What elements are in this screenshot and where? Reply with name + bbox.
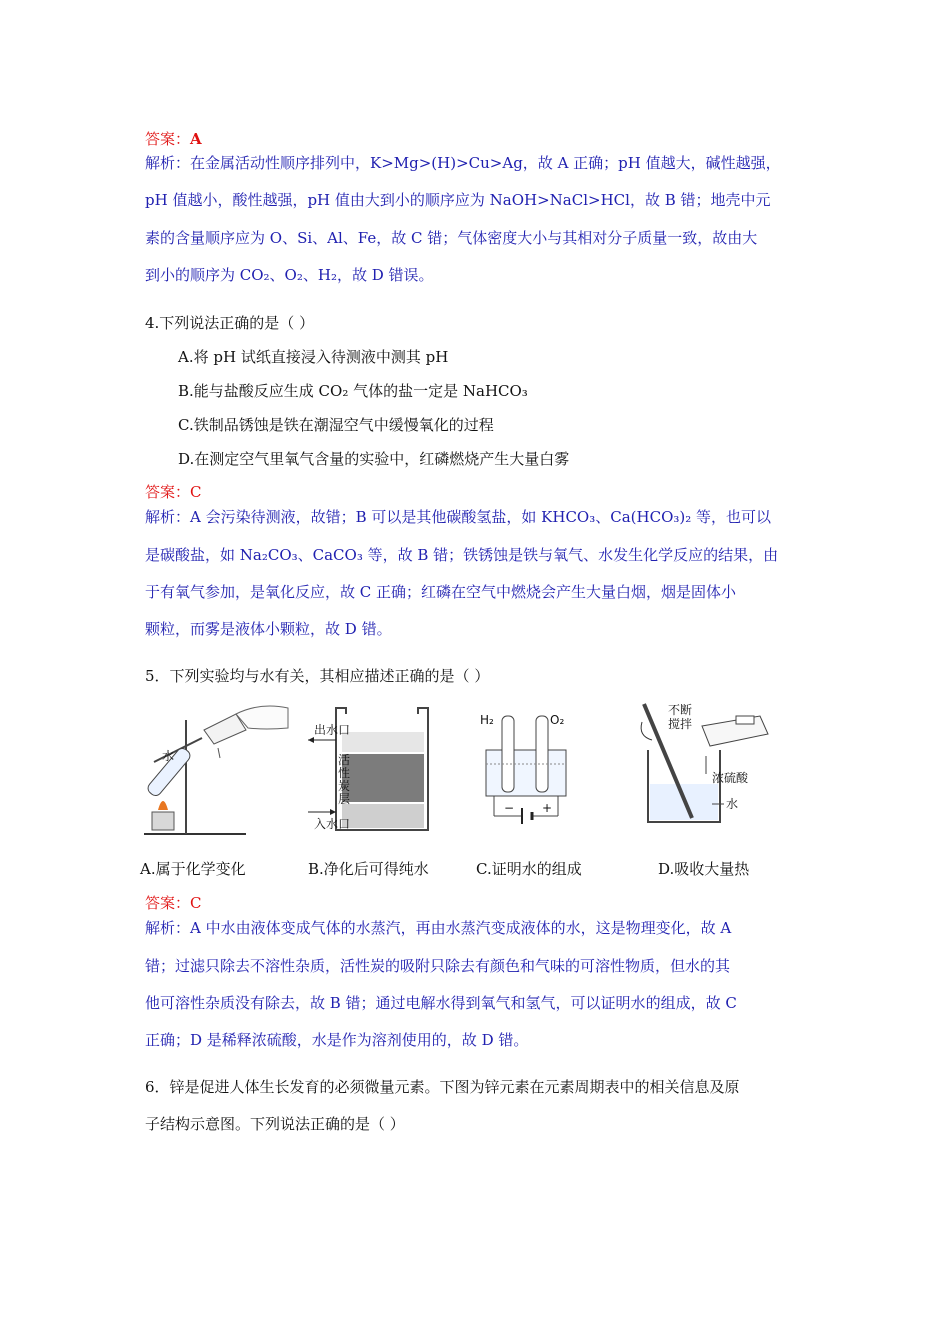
q6-stem-line-2: 子结构示意图。下列说法正确的是（ ） <box>145 1115 405 1133</box>
q3-analysis-line-3: 素的含量顺序应为 O、Si、Al、Fe，故 C 错；气体密度大小与其相对分子质量一致，故由大 <box>145 229 758 247</box>
figure-b-water-filter <box>306 700 436 832</box>
q3-analysis-line-4: 到小的顺序为 CO₂、O₂、H₂，故 D 错误。 <box>145 266 434 284</box>
figure-a-flame <box>158 801 168 810</box>
q5-caption-b: B.净化后可得纯水 <box>308 860 429 878</box>
figure-b-carbon-label-3: 炭 <box>338 779 351 793</box>
q4-analysis-line-2: 是碳酸盐，如 Na₂CO₃、CaCO₃ 等，故 B 错；铁锈蚀是铁与氧气、水发生化学反应的结果，由 <box>145 546 779 564</box>
q5-analysis-line-3: 他可溶性杂质没有除去，故 B 错；通过电解水得到氧气和氢气，可以证明水的组成，故 C <box>145 994 737 1012</box>
figure-d-stir-label-2: 搅拌 <box>668 717 693 731</box>
q3-analysis-line-2: pH 值越小，酸性越强，pH 值由大到小的顺序应为 NaOH>NaCl>HCl，故 B 错；地壳中元 <box>145 191 771 209</box>
q4-option-b: B.能与盐酸反应生成 CO₂ 气体的盐一定是 NaHCO₃ <box>178 382 528 400</box>
figure-b-carbon-label-2: 性 <box>338 766 351 780</box>
q5-caption-a: A.属于化学变化 <box>140 860 246 878</box>
figure-c-h2-label: H₂ <box>480 713 494 727</box>
figure-c-tube-h2 <box>502 716 514 792</box>
figure-c-plus-label: + <box>542 801 553 815</box>
q4-analysis-line-1: 解析：A 会污染待测液，故错；B 可以是其他碳酸氢盐，如 KHCO₃、Ca(HCO₃)₂ 等，也可以 <box>145 508 772 526</box>
figure-a-boiling-water <box>140 700 292 842</box>
figure-a-water-label: 水 <box>162 749 175 763</box>
figure-b-carbon-layer <box>342 754 424 802</box>
q3-analysis-line-1: 解析：在金属活动性顺序排列中，K>Mg>(H)>Cu>Ag，故 A 正确；pH 值越大，碱性越强， <box>145 154 781 172</box>
figure-b-gravel <box>342 804 424 828</box>
q4-option-a: A.将 pH 试纸直接浸入待测液中测其 pH <box>178 348 449 366</box>
figure-d-acid-bottle <box>702 716 768 746</box>
q3-answer: 答案：A <box>145 130 202 148</box>
q5-caption-c: C.证明水的组成 <box>476 860 582 878</box>
q6-stem-line-1: 6．锌是促进人体生长发育的必须微量元素。下图为锌元素在元素周期表中的相关信息及原 <box>145 1078 740 1096</box>
q4-analysis-line-3: 于有氧气参加，是氧化反应，故 C 正确；红磷在空气中燃烧会产生大量白烟，烟是固体小 <box>145 583 737 601</box>
figure-b-carbon-label-4: 层 <box>338 792 351 806</box>
figure-d-dilution <box>632 700 782 828</box>
figure-d-stir-arrow <box>641 722 652 740</box>
figure-c-tube-o2 <box>536 716 548 792</box>
figure-c-minus-label: − <box>504 801 515 815</box>
figure-a-drop <box>218 748 220 758</box>
figure-b-water-top <box>342 732 424 752</box>
figure-c-electrolysis <box>476 700 586 832</box>
figure-a-lamp <box>152 812 174 830</box>
figure-d-acid-label: 浓硫酸 <box>712 771 749 785</box>
q5-stem: 5．下列实验均与水有关，其相应描述正确的是（ ） <box>145 667 490 685</box>
figure-d-stir-label-1: 不断 <box>668 703 693 717</box>
q5-answer: 答案：C <box>145 894 202 912</box>
figure-b-inlet-label: 入水口 <box>314 817 351 831</box>
figure-c-trough <box>486 750 566 796</box>
q4-analysis-line-4: 颗粒，而雾是液体小颗粒，故 D 错。 <box>145 620 392 638</box>
q4-option-c: C.铁制品锈蚀是铁在潮湿空气中缓慢氧化的过程 <box>178 416 494 434</box>
q4-stem: 4.下列说法正确的是（ ） <box>145 314 315 332</box>
q4-option-d: D.在测定空气里氧气含量的实验中，红磷燃烧产生大量白雾 <box>178 450 570 468</box>
figure-b-outlet-label: 出水口 <box>314 723 351 737</box>
figure-c-o2-label: O₂ <box>550 713 565 727</box>
figure-d-bottle-label <box>736 716 754 724</box>
q5-analysis-line-4: 正确；D 是稀释浓硫酸，水是作为溶剂使用的，故 D 错。 <box>145 1031 529 1049</box>
figure-b-carbon-label-1: 活 <box>338 753 351 767</box>
figure-d-water-label: 水 <box>726 797 739 811</box>
q5-caption-d: D.吸收大量热 <box>658 860 750 878</box>
q5-analysis-line-1: 解析：A 中水由液体变成气体的水蒸汽，再由水蒸汽变成液体的水，这是物理变化，故 A <box>145 919 732 937</box>
q3-answer-value: A <box>190 130 202 148</box>
q5-analysis-line-2: 错；过滤只除去不溶性杂质，活性炭的吸附只除去有颜色和气味的可溶性物质，但水的其 <box>145 957 731 975</box>
q4-answer: 答案：C <box>145 483 202 501</box>
figure-b-outlet-arrow <box>308 737 314 743</box>
